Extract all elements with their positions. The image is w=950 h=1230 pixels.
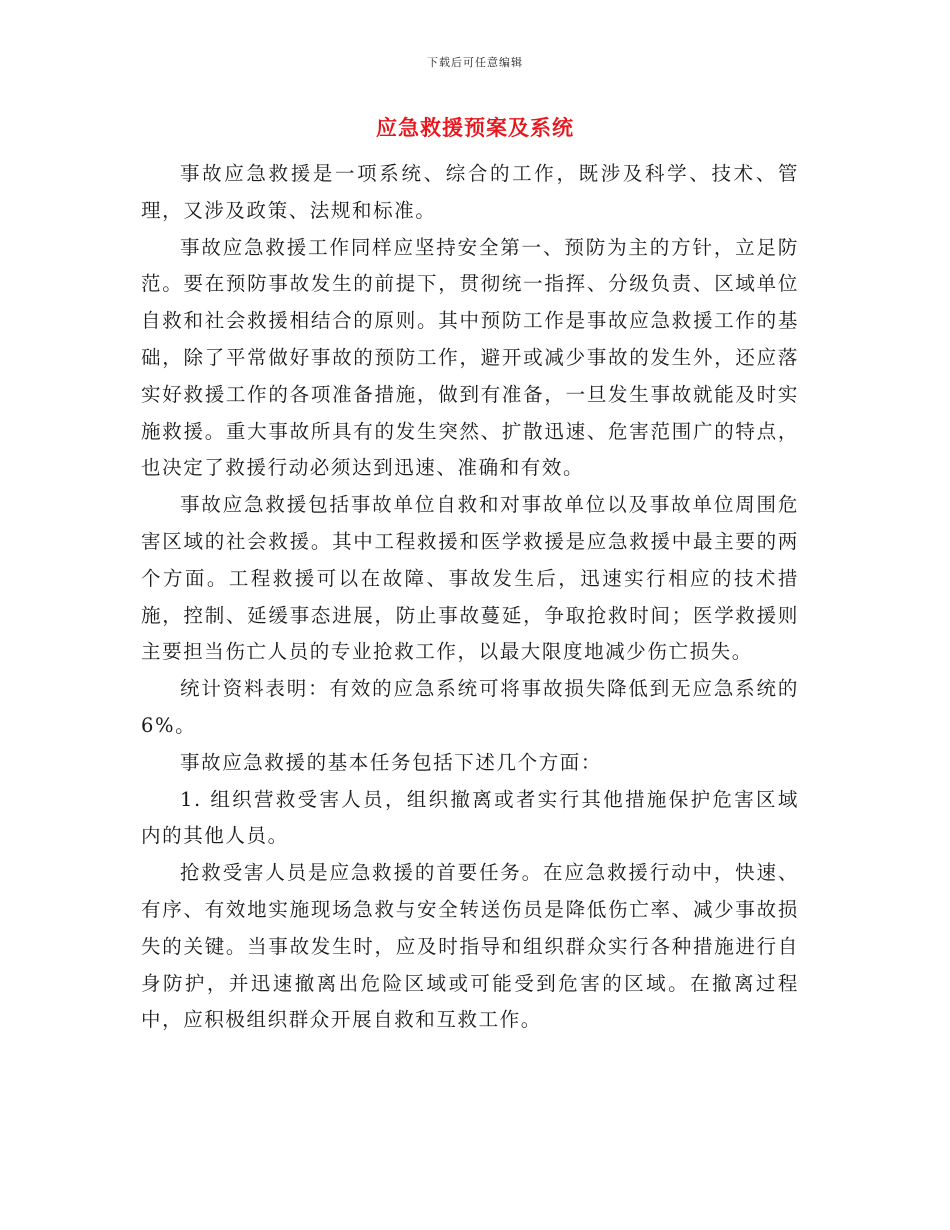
paragraph: 事故应急救援的基本任务包括下述几个方面： [180,750,603,774]
paragraph: 事故应急救援包括事故单位自救和对事故单位以及事故单位周围危害区域的社会救援。其中工程救援和医学救援是应急救援中最主要的两个方面。工程救援可以在故障、事故发生后，迅速实行相应的技术措施，控制、延缓事态进展，防止事故蔓延，争取抢救时间；医学救援则主要担当伤亡人员的专业抢救工作，以最大限度地减少伤亡损失。 [141,493,799,664]
paragraph: 抢救受害人员是应急救援的首要任务。在应急救援行动中，快速、有序、有效地实施现场急救与安全转送伤员是降低伤亡率、减少事故损失的关键。当事故发生时，应及时指导和组织群众实行各种措施进行自身防护，并迅速撤离出危险区域或可能受到危害的区域。在撤离过程中，应积极组织群众开展自救和互救工作。 [141,861,799,1032]
document-body [141,156,799,1039]
paragraph: 统计资料表明：有效的应急系统可将事故损失降低到无应急系统的 6%。 [141,677,799,737]
paragraph: 事故应急救援是一项系统、综合的工作，既涉及科学、技术、管理，又涉及政策、法规和标准。 [141,162,799,222]
header-note: 下载后可任意编辑 [427,56,523,69]
list-item-paragraph: 1. 组织营救受害人员，组织撤离或者实行其他措施保护危害区域内的其他人员。 [141,787,799,848]
paragraph: 事故应急救援工作同样应坚持安全第一、预防为主的方针，立足防范。要在预防事故发生的前提下，贯彻统一指挥、分级负责、区域单位自救和社会救援相结合的原则。其中预防工作是事故应急救援工作的基础，除了平常做好事故的预防工作，避开或减少事故的发生外，还应落实好救援工作的各项准备措施，做到有准备，一旦发生事故就能及时实施救援。重大事故所具有的发生突然、扩散迅速、危害范围广的特点，也决定了救援行动必须达到迅速、准确和有效。 [141,235,799,480]
document-title: 应急救援预案及系统 [376,115,574,140]
